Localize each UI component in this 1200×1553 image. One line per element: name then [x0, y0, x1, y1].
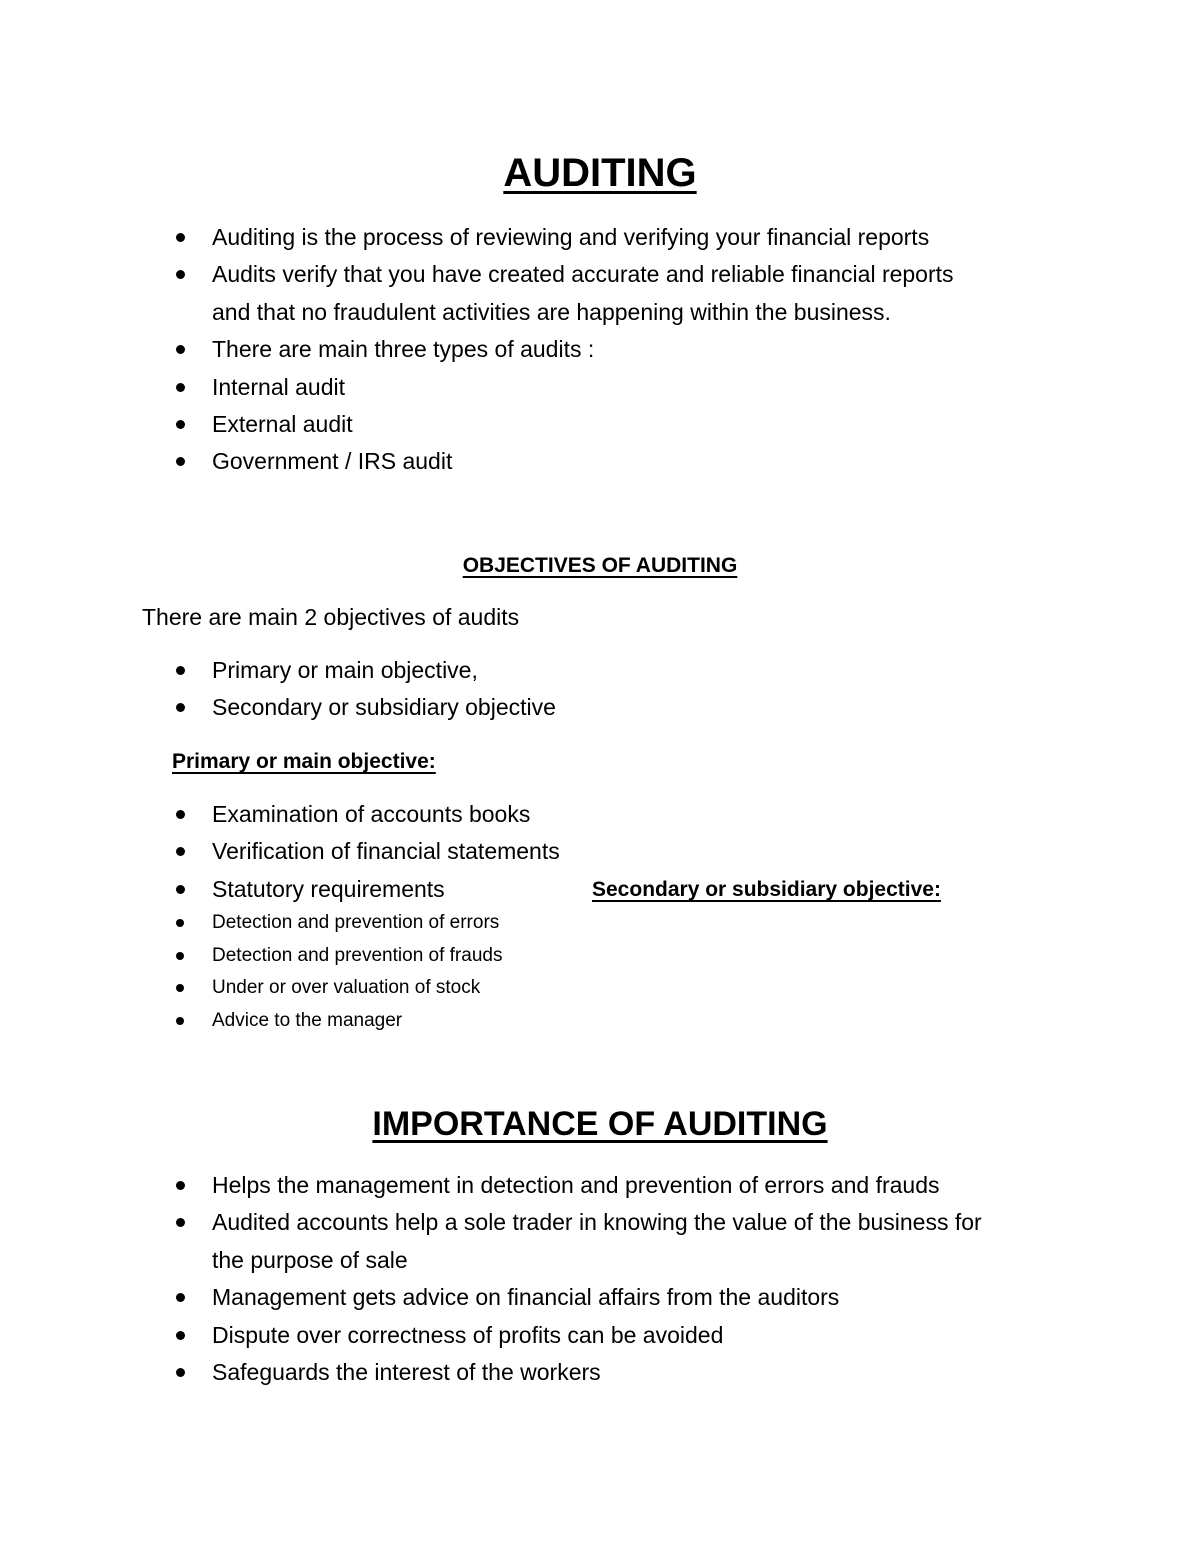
list-item: Management gets advice on financial affairs from the auditors [0, 1279, 982, 1316]
bullet-icon [176, 457, 185, 466]
auditing-list [0, 219, 954, 481]
objectives-heading: OBJECTIVES OF AUDITING [462, 554, 738, 577]
bullet-icon [176, 703, 185, 712]
bullet-icon [176, 345, 185, 354]
list-item: Detection and prevention of frauds [0, 940, 502, 973]
primary-objective-list [0, 796, 560, 908]
bullet-icon [176, 233, 185, 242]
secondary-objective-list [0, 907, 502, 1037]
bullet-icon [176, 270, 185, 279]
list-item-continuation: the purpose of sale [212, 1246, 408, 1273]
importance-list [0, 1167, 982, 1391]
bullet-icon [176, 383, 185, 392]
list-item: There are main three types of audits : [0, 331, 954, 368]
bullet-icon [176, 952, 184, 960]
list-item: Under or over valuation of stock [0, 972, 502, 1005]
bullet-icon [176, 420, 185, 429]
list-item: Statutory requirements [0, 871, 560, 908]
list-item: Helps the management in detection and prevention of errors and frauds [0, 1167, 982, 1204]
page-title: AUDITING [503, 151, 697, 195]
bullet-icon [176, 1218, 185, 1227]
bullet-icon [176, 1368, 185, 1377]
bullet-icon [176, 1017, 184, 1025]
bullet-icon [176, 666, 185, 675]
bullet-icon [176, 1331, 185, 1340]
list-item: Primary or main objective, [0, 652, 556, 689]
list-item: Dispute over correctness of profits can be avoided [0, 1317, 982, 1354]
bullet-icon [176, 810, 185, 819]
list-item: Detection and prevention of errors [0, 907, 502, 940]
bullet-icon [176, 885, 185, 894]
list-item: Advice to the manager [0, 1005, 502, 1038]
list-item: Audits verify that you have created accurate and reliable financial reports [0, 256, 954, 293]
list-item-continuation: and that no fraudulent activities are happening within the business. [212, 298, 891, 325]
list-item: Internal audit [0, 369, 954, 406]
list-item: Audited accounts help a sole trader in knowing the value of the business for [0, 1204, 982, 1241]
importance-title: IMPORTANCE OF AUDITING [372, 1105, 828, 1143]
list-item: External audit [0, 406, 954, 443]
bullet-icon [176, 984, 184, 992]
list-item: Verification of financial statements [0, 833, 560, 870]
bullet-icon [176, 1181, 185, 1190]
list-item: Auditing is the process of reviewing and verifying your financial reports [0, 219, 954, 256]
objective-types-list [0, 652, 556, 727]
list-item: Secondary or subsidiary objective [0, 689, 556, 726]
primary-objective-heading: Primary or main objective: [172, 750, 436, 773]
secondary-objective-heading: Secondary or subsidiary objective: [592, 878, 941, 901]
list-item: Government / IRS audit [0, 443, 954, 480]
list-item: Examination of accounts books [0, 796, 560, 833]
bullet-icon [176, 919, 184, 927]
bullet-icon [176, 847, 185, 856]
list-item: Safeguards the interest of the workers [0, 1354, 982, 1391]
bullet-icon [176, 1293, 185, 1302]
objectives-intro: There are main 2 objectives of audits [142, 604, 520, 630]
